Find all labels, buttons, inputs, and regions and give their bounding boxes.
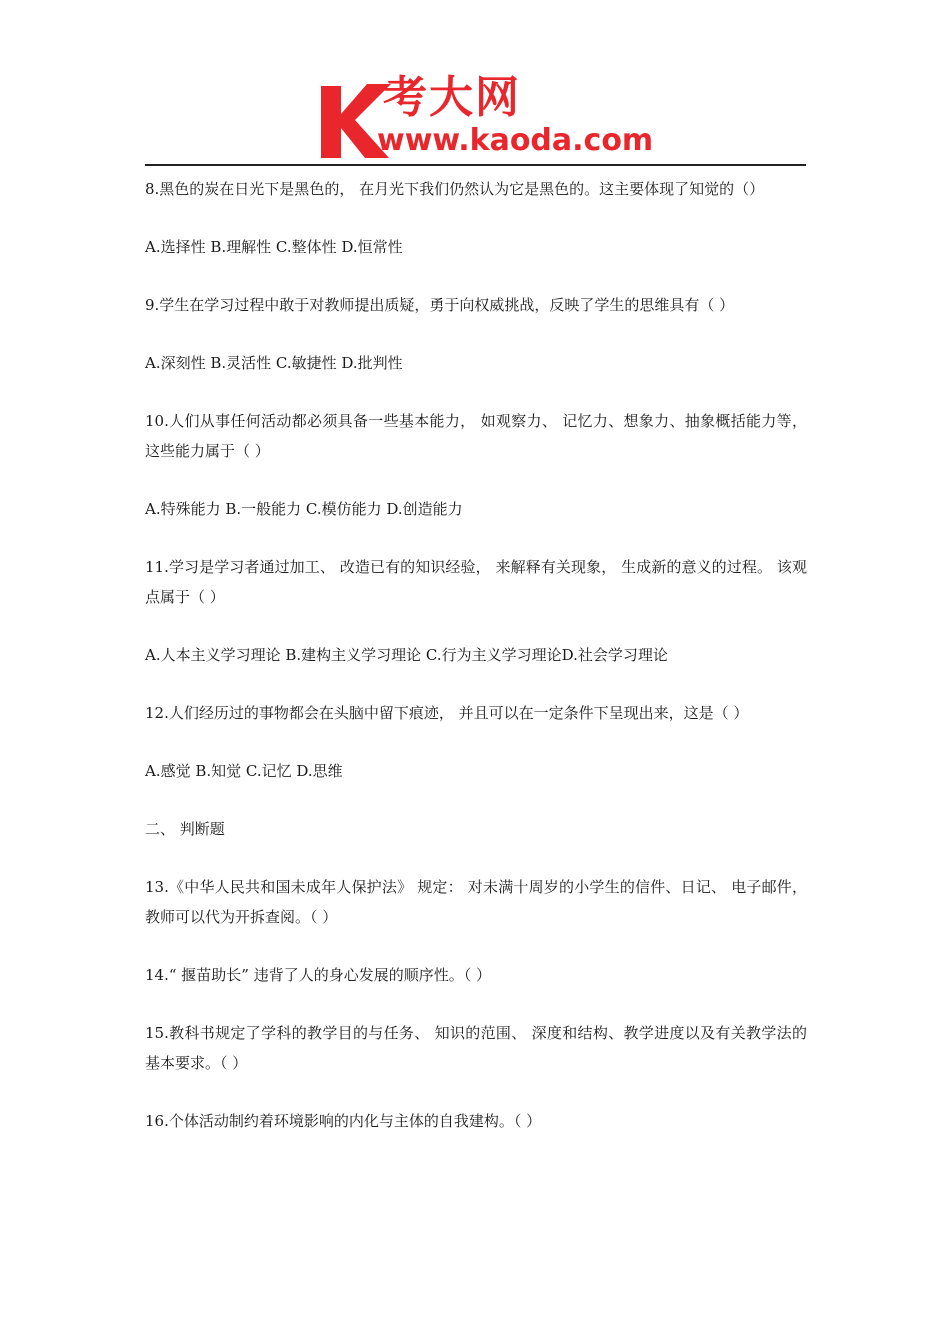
question-12-options: A.感觉 B.知觉 C.记忆 D.思维 xyxy=(145,762,343,780)
question-8: 8.黑色的炭在日光下是黑色的， 在月光下我们仍然认为它是黑色的。这主要体现了知觉的（） xyxy=(145,180,765,198)
logo-brand-cn: 考大网 xyxy=(383,72,521,123)
page-header xyxy=(145,60,805,166)
question-13: 13.《中华人民共和国未成年人保护法》 规定： 对未满十周岁的小学生的信件、日记、 电子邮件， 教师可以代为开拆查阅。（ ） xyxy=(145,878,807,926)
question-16: 16.个体活动制约着环境影响的内化与主体的自我建构。（ ） xyxy=(145,1112,542,1130)
document-body xyxy=(145,174,807,1136)
logo-brand-url: www.kaoda.com xyxy=(377,123,654,158)
kaoda-logo xyxy=(317,70,657,166)
question-9-options: A.深刻性 B.灵活性 C.敏捷性 D.批判性 xyxy=(145,354,403,372)
section-heading-judgment: 二、 判断题 xyxy=(145,820,225,838)
question-11-options: A.人本主义学习理论 B.建构主义学习理论 C.行为主义学习理论D.社会学习理论 xyxy=(145,646,668,664)
question-14: 14.“ 揠苗助长” 违背了人的身心发展的顺序性。（ ） xyxy=(145,966,491,984)
question-8-options: A.选择性 B.理解性 C.整体性 D.恒常性 xyxy=(145,238,403,256)
question-12: 12.人们经历过的事物都会在头脑中留下痕迹， 并且可以在一定条件下呈现出来，这是（ ） xyxy=(145,704,749,722)
question-15: 15.教科书规定了学科的教学目的与任务、 知识的范围、 深度和结构、教学进度以及有关教学法的基本要求。（ ） xyxy=(145,1024,807,1072)
question-9: 9.学生在学习过程中敢于对教师提出质疑，勇于向权威挑战，反映了学生的思维具有（ ） xyxy=(145,296,735,314)
header-divider xyxy=(145,164,806,166)
question-10-options: A.特殊能力 B.一般能力 C.模仿能力 D.创造能力 xyxy=(145,500,463,518)
question-11: 11.学习是学习者通过加工、 改造已有的知识经验， 来解释有关现象， 生成新的意义的过程。 该观点属于（ ） xyxy=(145,558,807,606)
question-10: 10.人们从事任何活动都必须具备一些基本能力， 如观察力、 记忆力、想象力、抽象概括能力等， 这些能力属于（ ） xyxy=(145,412,807,460)
